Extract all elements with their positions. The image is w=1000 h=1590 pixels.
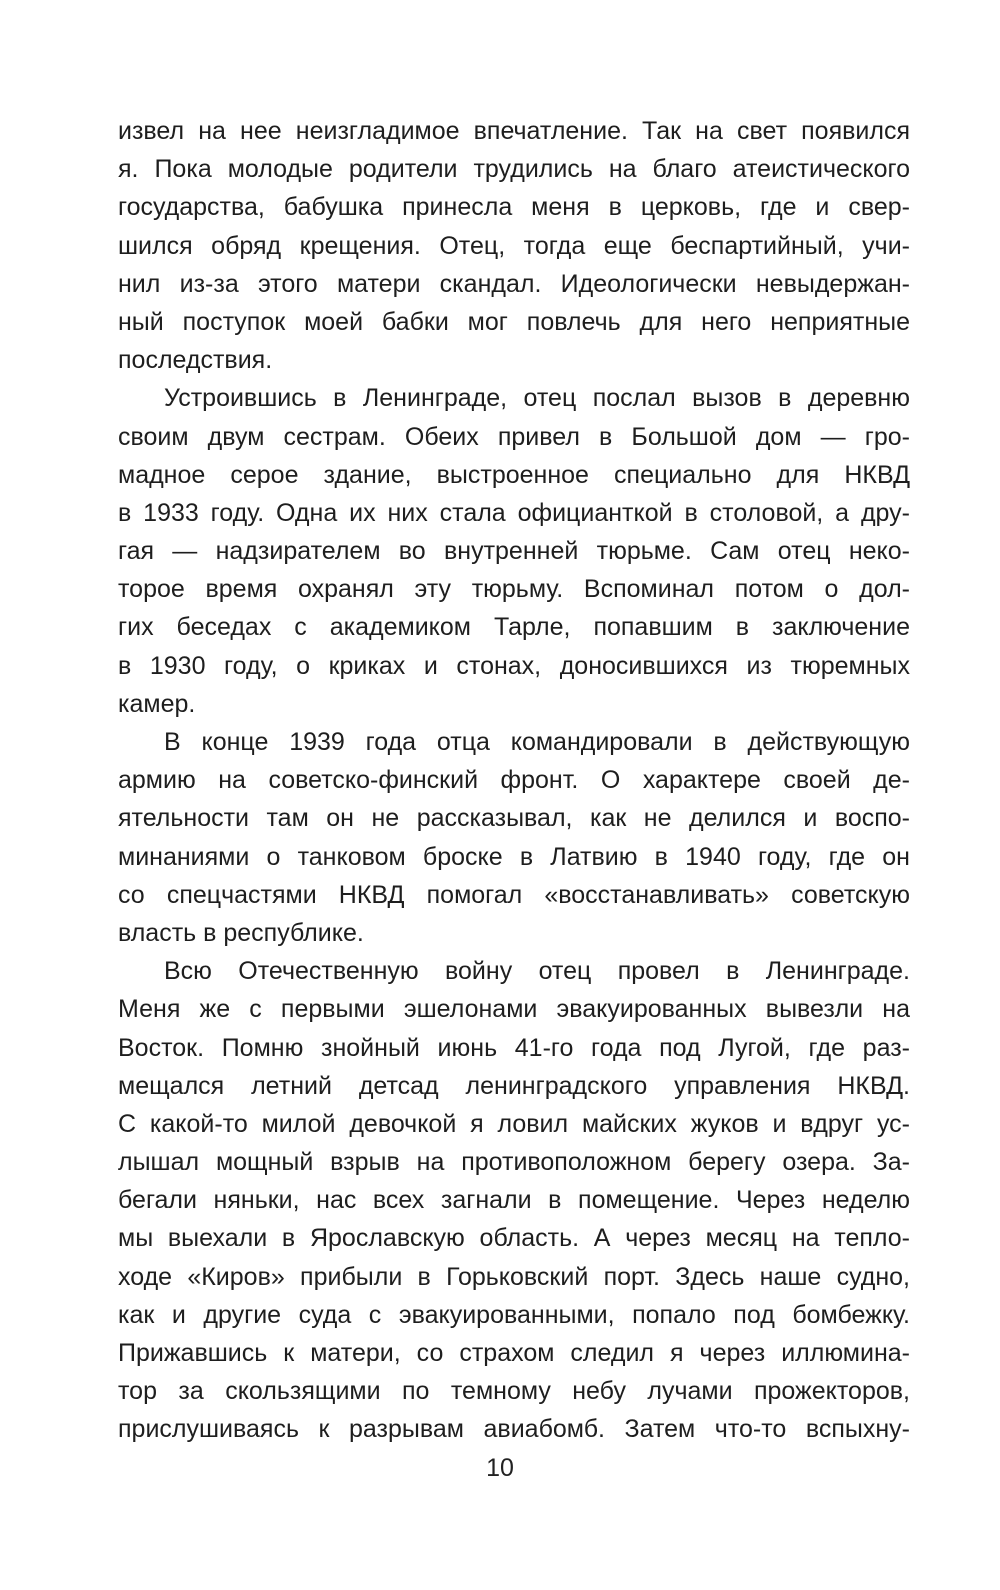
text-line: лышал мощный взрыв на противоположном берегу озера. За-: [118, 1148, 910, 1177]
text-line: камер.: [118, 689, 196, 718]
text-line: В конце 1939 года отца командировали в действующую: [164, 728, 910, 756]
text-line: ятельности там он не рассказывал, как не делился и воспо-: [118, 804, 910, 833]
text-line: С какой-то милой девочкой я ловил майских жуков и вдруг ус-: [118, 1109, 910, 1138]
text-line: торое время охранял эту тюрьму. Вспоминал потом о дол-: [118, 575, 910, 604]
text-line: в 1933 году. Одна их них стала официанткой в столовой, а дру-: [118, 498, 910, 527]
text-line: гих беседах с академиком Тарле, попавшим в заключение: [118, 613, 910, 642]
text-line: со спецчастями НКВД помогал «восстанавливать» советскую: [118, 880, 910, 909]
text-line: армию на советско-финский фронт. О характере своей де-: [118, 766, 910, 795]
text-line: государства, бабушка принесла меня в церковь, где и свер-: [118, 193, 910, 222]
text-line: минаниями о танковом броске в Латвию в 1940 году, где он: [118, 842, 910, 871]
text-line: ходе «Киров» прибыли в Горьковский порт. Здесь наше судно,: [118, 1262, 910, 1291]
text-line: мадное серое здание, выстроенное специально для НКВД: [118, 460, 910, 489]
text-line: мещался летний детсад ленинградского управления НКВД.: [118, 1071, 910, 1100]
text-line: ный поступок моей бабки мог повлечь для него неприятные: [118, 307, 910, 336]
text-line: нил из-за этого матери скандал. Идеологически невыдержан-: [118, 269, 910, 298]
text-line: последствия.: [118, 346, 273, 375]
text-line: гая — надзирателем во внутренней тюрьме. Сам отец неко-: [118, 537, 910, 566]
text-line: мы выехали в Ярославскую область. А через месяц на тепло-: [118, 1224, 910, 1253]
page-number: 10: [486, 1454, 514, 1482]
text-line: Всю Отечественную войну отец провел в Ленинграде.: [164, 957, 910, 986]
body-text: [118, 112, 910, 1449]
text-line: шился обряд крещения. Отец, тогда еще беспартийный, учи-: [118, 231, 910, 260]
text-line: прислушиваясь к разрывам авиабомб. Затем что-то вспыхну-: [118, 1415, 910, 1444]
text-line: извел на нее неизгладимое впечатление. Так на свет появился: [118, 117, 910, 145]
text-line: я. Пока молодые родители трудились на благо атеистического: [118, 155, 910, 184]
text-line: власть в республике.: [118, 918, 364, 947]
text-line: Восток. Помню знойный июнь 41-го года под Лугой, где раз-: [118, 1033, 910, 1062]
text-line: как и другие суда с эвакуированными, попало под бомбежку.: [118, 1300, 910, 1329]
text-line: Прижавшись к матери, со страхом следил я через иллюмина-: [118, 1339, 910, 1367]
text-line: Устроившись в Ленинграде, отец послал вызов в деревню: [164, 384, 910, 413]
text-line: своим двум сестрам. Обеих привел в Большой дом — гро-: [118, 422, 910, 451]
text-line: тор за скользящими по темному небу лучами прожекторов,: [118, 1377, 910, 1406]
text-line: бегали няньки, нас всех загнали в помещение. Через неделю: [118, 1186, 910, 1215]
text-line: Меня же с первыми эшелонами эвакуированных вывезли на: [118, 995, 910, 1024]
text-line: в 1930 году, о криках и стонах, доносившихся из тюремных: [118, 651, 910, 680]
